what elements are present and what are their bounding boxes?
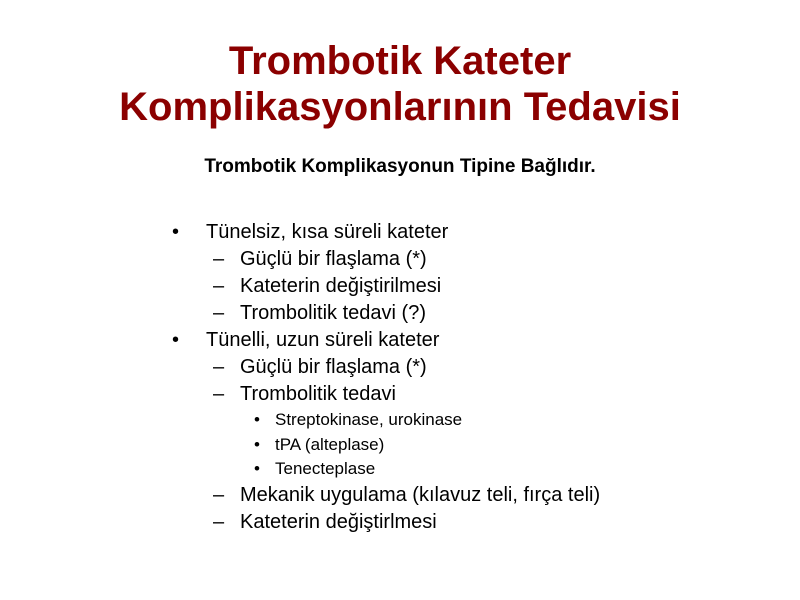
sub-sub-bullet-text: Streptokinase, urokinase — [275, 410, 463, 429]
dash-marker: – — [213, 510, 225, 533]
dash-marker: – — [213, 302, 225, 324]
sub-bullet-item — [172, 482, 772, 509]
slide-title — [0, 38, 800, 130]
slide-subtitle: Trombotik Komplikasyonun Tipine Bağlıdır. — [204, 156, 596, 177]
slide-title-line-1: Trombotik Kateter — [228, 39, 572, 83]
dash-marker: – — [213, 248, 225, 270]
sub-sub-bullet-item — [172, 457, 772, 482]
bullet-text: Tünelsiz, kısa süreli kateter — [206, 221, 449, 243]
sub-bullet-item — [172, 381, 772, 408]
bullet-marker: • — [254, 410, 260, 429]
sub-bullet-item — [172, 273, 772, 300]
sub-bullet-text: Mekanik uygulama (kılavuz teli, fırça teli) — [240, 483, 601, 506]
sub-bullet-text: Güçlü bir flaşlama (*) — [240, 248, 427, 270]
sub-bullet-text: Güçlü bir flaşlama (*) — [240, 356, 427, 378]
bullet-item — [172, 327, 772, 354]
bullet-marker: • — [254, 459, 260, 478]
dash-marker: – — [213, 275, 225, 297]
bullet-marker: • — [172, 329, 180, 351]
dash-marker: – — [213, 383, 225, 405]
sub-bullet-item — [172, 509, 772, 536]
dash-marker: – — [213, 356, 225, 378]
sub-sub-bullet-item — [172, 408, 772, 433]
slide-title-line-2: Komplikasyonlarının Tedavisi — [119, 85, 681, 129]
sub-bullet-text: Trombolitik tedavi (?) — [240, 302, 426, 324]
sub-sub-bullet-item — [172, 433, 772, 458]
sub-bullet-text: Trombolitik tedavi — [240, 383, 396, 405]
sub-bullet-item — [172, 246, 772, 273]
bullet-marker: • — [172, 221, 180, 243]
bullet-item — [172, 219, 772, 246]
bullet-text: Tünelli, uzun süreli kateter — [206, 329, 440, 351]
bullet-list — [172, 219, 772, 536]
sub-sub-bullet-text: Tenecteplase — [275, 459, 376, 478]
sub-bullet-item — [172, 300, 772, 327]
sub-bullet-text: Kateterin değiştirilmesi — [240, 275, 442, 297]
sub-sub-bullet-text: tPA (alteplase) — [275, 434, 385, 454]
bullet-marker: • — [254, 434, 260, 454]
dash-marker: – — [213, 483, 225, 506]
sub-bullet-item — [172, 354, 772, 381]
sub-bullet-text: Kateterin değiştirlmesi — [240, 510, 437, 533]
